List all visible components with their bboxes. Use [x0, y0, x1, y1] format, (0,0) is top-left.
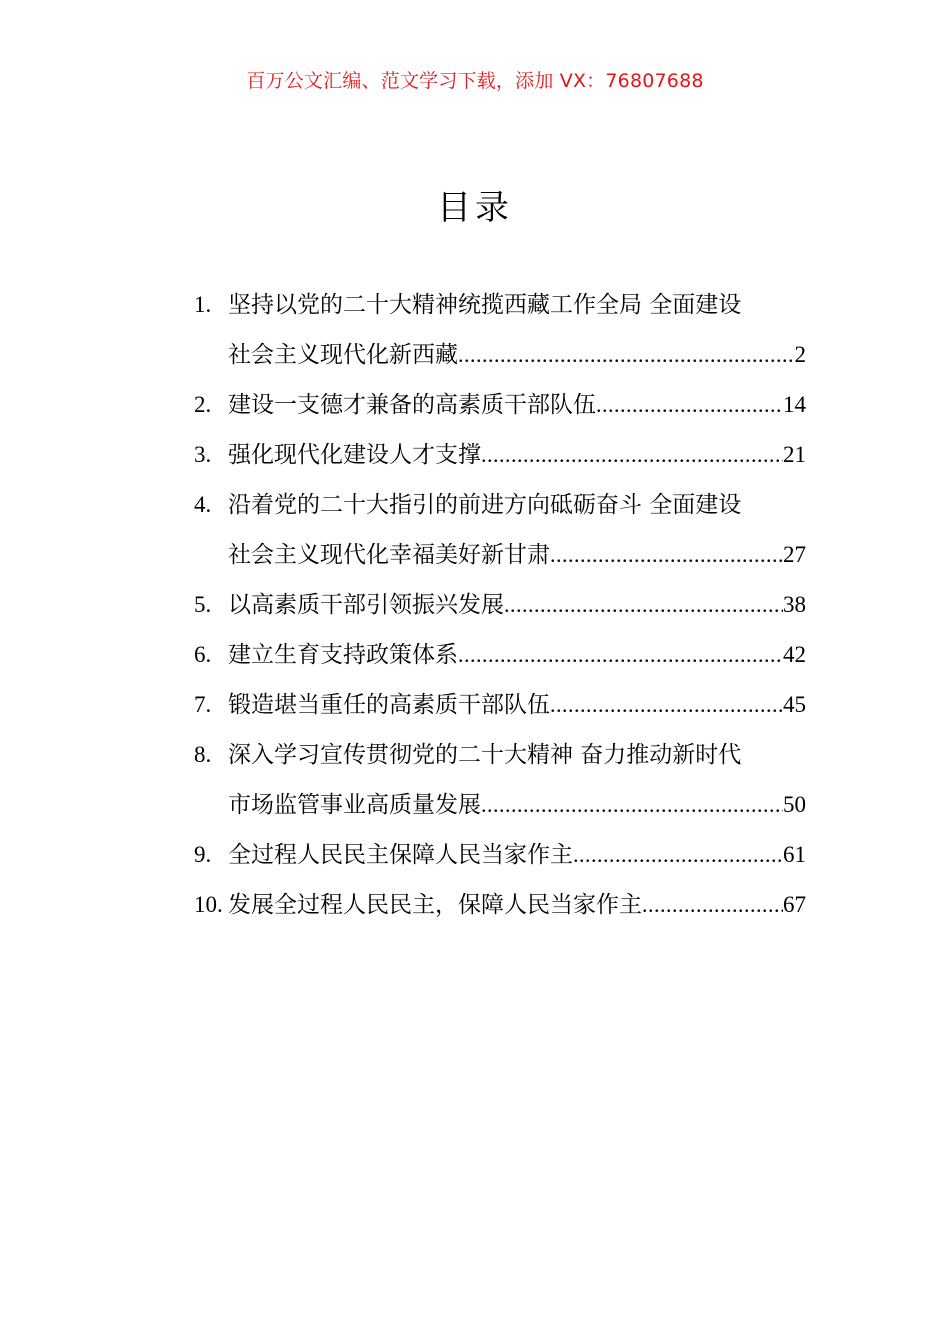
toc-entry-10[interactable] [194, 880, 806, 930]
toc-page-number: 2 [794, 342, 806, 367]
toc-title-line: 市场监管事业高质量发展 [228, 792, 481, 818]
toc-entry-1[interactable] [194, 280, 806, 380]
toc-title-line: 建立生育支持政策体系 [228, 642, 458, 668]
toc-leader-dots [550, 530, 783, 580]
toc-entry-9[interactable] [194, 830, 806, 880]
toc-title-line: 坚持以党的二十大精神统揽西藏工作全局 全面建设 [228, 292, 742, 318]
toc-title-line: 社会主义现代化新西藏 [228, 342, 458, 368]
toc-entry-6[interactable] [194, 630, 806, 680]
toc-title-line: 沿着党的二十大指引的前进方向砥砺奋斗 全面建设 [228, 492, 742, 518]
toc-entry-5[interactable] [194, 580, 806, 630]
toc-page-number: 14 [783, 392, 806, 417]
toc-entry-3[interactable] [194, 430, 806, 480]
toc-entry-2[interactable] [194, 380, 806, 430]
toc-number: 10. [194, 892, 223, 917]
toc-title-line: 发展全过程人民民主，保障人民当家作主 [228, 892, 642, 918]
toc-entry-7[interactable] [194, 680, 806, 730]
toc-number: 7. [194, 692, 212, 717]
toc-title-line: 锻造堪当重任的高素质干部队伍 [228, 692, 550, 718]
toc-leader-dots [481, 780, 783, 830]
toc-leader-dots [504, 580, 783, 630]
watermark-header: 百万公文汇编、范文学习下载，添加 VX：76807688 [246, 70, 704, 92]
toc-leader-dots [550, 680, 783, 730]
toc-title-line: 以高素质干部引领振兴发展 [228, 592, 504, 618]
toc-page-number: 61 [783, 842, 806, 867]
toc-leader-dots [458, 330, 795, 380]
toc-number: 8. [194, 742, 212, 767]
toc-number: 2. [194, 392, 212, 417]
toc-number: 9. [194, 842, 212, 867]
toc-title-line: 社会主义现代化幸福美好新甘肃 [228, 542, 550, 568]
toc-number: 3. [194, 442, 212, 467]
toc-leader-dots [458, 630, 783, 680]
toc-page-number: 27 [783, 542, 806, 567]
toc-title-line: 全过程人民民主保障人民当家作主 [228, 842, 573, 868]
toc-page-number: 21 [783, 442, 806, 467]
toc-page-number: 42 [783, 642, 806, 667]
toc-number: 6. [194, 642, 212, 667]
table-of-contents [194, 280, 806, 930]
toc-entry-8[interactable] [194, 730, 806, 830]
toc-entry-4[interactable] [194, 480, 806, 580]
toc-title-line: 深入学习宣传贯彻党的二十大精神 奋力推动新时代 [228, 742, 742, 768]
toc-leader-dots [573, 830, 783, 880]
toc-number: 5. [194, 592, 212, 617]
page-title: 目录 [437, 188, 513, 228]
toc-number: 4. [194, 492, 212, 517]
toc-leader-dots [596, 380, 783, 430]
toc-title-line: 建设一支德才兼备的高素质干部队伍 [228, 392, 596, 418]
toc-number: 1. [194, 292, 212, 317]
toc-page-number: 38 [783, 592, 806, 617]
toc-leader-dots [481, 430, 783, 480]
toc-title-line: 强化现代化建设人才支撑 [228, 442, 481, 468]
toc-page-number: 50 [783, 792, 806, 817]
toc-page-number: 45 [783, 692, 806, 717]
toc-leader-dots [642, 880, 783, 930]
toc-page-number: 67 [783, 892, 806, 917]
